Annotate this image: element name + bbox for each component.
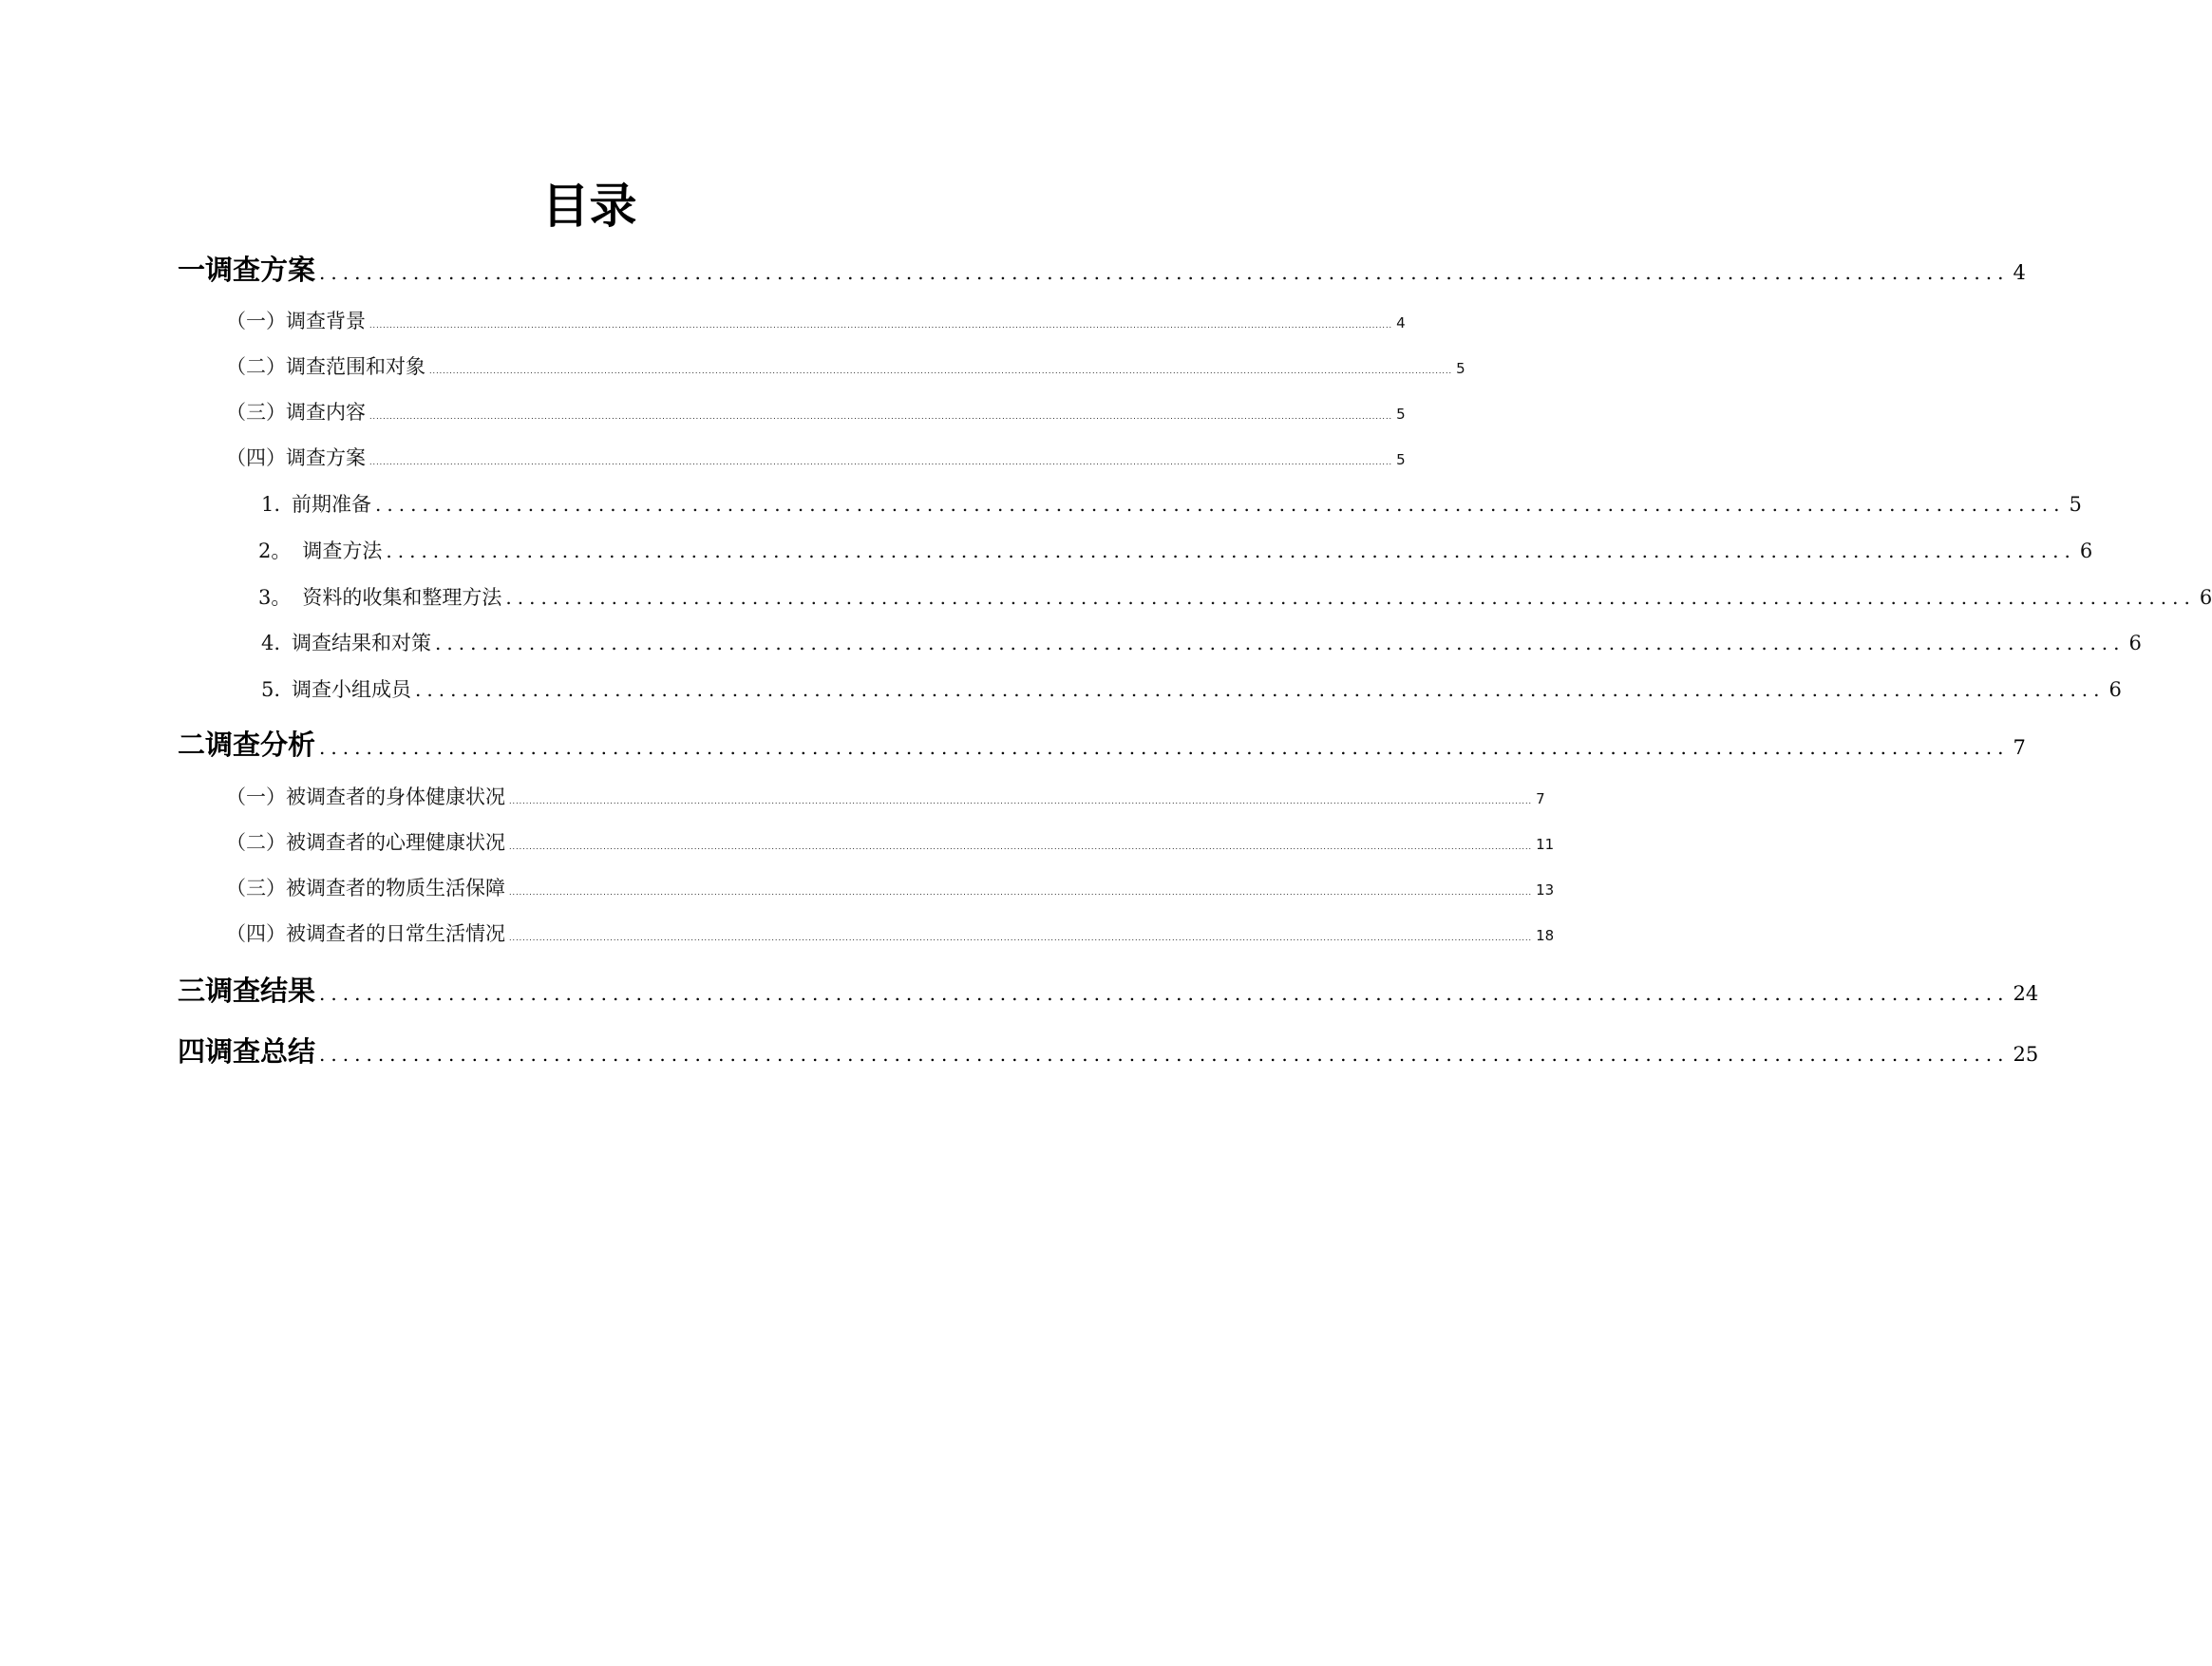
toc-page-number: 5 xyxy=(1396,406,1406,423)
toc-leader: ................................................................................................................................................ xyxy=(375,493,2066,516)
toc-entry[interactable] xyxy=(226,827,1555,856)
toc-entry[interactable] xyxy=(226,782,1545,810)
toc-page-number: 5 xyxy=(1396,451,1406,468)
toc-page-number: 18 xyxy=(1536,927,1555,944)
toc-leader: ................................................................................................................................................ xyxy=(319,1043,2010,1066)
toc-entry-number: 四 xyxy=(178,1035,206,1068)
toc-page-number: 6 xyxy=(2128,632,2142,654)
toc-entry-label: 调查分析 xyxy=(205,729,316,761)
page-title: 目录 xyxy=(541,178,637,234)
toc-entry[interactable] xyxy=(261,628,2142,656)
toc-leader: ................................................................................................................................................................................................................................................................................................................ xyxy=(369,412,1393,421)
toc-leader: ................................................................................................................................................................................................................................................................................................................ xyxy=(509,888,1533,897)
toc-page-number: 4 xyxy=(1396,314,1406,331)
toc-entry[interactable] xyxy=(178,249,2026,288)
toc-page-number: 6 xyxy=(2108,678,2122,701)
toc-entry-label: （三）被调查者的物质生活保障 xyxy=(226,877,505,899)
toc-entry-label: 调查结果 xyxy=(205,975,316,1007)
toc-entry[interactable] xyxy=(178,724,2026,763)
toc-leader: ................................................................................................................................................ xyxy=(319,261,2010,284)
toc-entry-label: 调查方案 xyxy=(205,254,316,286)
toc-entry-number: 2。 xyxy=(258,540,292,562)
toc-entry-label: 调查总结 xyxy=(205,1035,316,1068)
toc-leader: ................................................................................................................................................ xyxy=(415,678,2106,701)
toc-entry[interactable] xyxy=(226,306,1406,334)
toc-page-number: 5 xyxy=(1456,360,1465,377)
toc-leader: ................................................................................................................................................................................................................................................................................................................ xyxy=(509,797,1533,805)
toc-page-number: 7 xyxy=(2013,736,2026,759)
toc-entry[interactable] xyxy=(226,443,1406,471)
toc-entry-label: （四）被调查者的日常生活情况 xyxy=(226,922,505,945)
toc-page-number: 4 xyxy=(2013,261,2026,284)
toc-entry-label: （三）调查内容 xyxy=(226,401,366,424)
toc-entry-label: 前期准备 xyxy=(292,493,372,516)
toc-entry-label: （四）调查方案 xyxy=(226,446,366,469)
toc-page-number: 25 xyxy=(2013,1043,2039,1066)
toc-leader: ................................................................................................................................................ xyxy=(386,540,2076,562)
toc-entry-number: 二 xyxy=(178,729,206,761)
toc-page-number: 7 xyxy=(1536,790,1545,807)
toc-page-number: 11 xyxy=(1536,836,1555,853)
toc-leader: ................................................................................................................................................................................................................................................................................................................ xyxy=(509,842,1533,851)
toc-entry-number: 三 xyxy=(178,975,206,1007)
toc-page-number: 6 xyxy=(2199,586,2212,609)
toc-entry-number: 5. xyxy=(261,678,281,701)
toc-entry-label: （一）调查背景 xyxy=(226,310,366,332)
toc-page-number: 5 xyxy=(2069,493,2082,516)
toc-page-number: 13 xyxy=(1536,881,1555,899)
toc-entry-label: 调查小组成员 xyxy=(292,678,412,701)
toc-entry[interactable] xyxy=(178,970,2039,1009)
toc-entry-label: （一）被调查者的身体健康状况 xyxy=(226,786,505,808)
toc-leader: ................................................................................................................................................ xyxy=(319,736,2010,759)
toc-entry[interactable] xyxy=(178,1031,2039,1070)
toc-leader: ................................................................................................................................................................................................................................................................................................................ xyxy=(369,458,1393,466)
toc-entry-label: 调查结果和对策 xyxy=(292,632,432,654)
toc-leader: ................................................................................................................................................................................................................................................................................................................ xyxy=(369,321,1393,330)
toc-entry-number: 3。 xyxy=(258,586,292,609)
toc-entry[interactable] xyxy=(226,918,1555,947)
toc-entry[interactable] xyxy=(226,397,1406,426)
toc-leader: ................................................................................................................................................................................................................................................................................................................ xyxy=(429,367,1453,375)
toc-entry[interactable] xyxy=(258,536,2093,564)
toc-entry[interactable] xyxy=(261,674,2122,703)
toc-entry-number: 4. xyxy=(261,632,281,654)
toc-entry-label: 调查方法 xyxy=(302,540,383,562)
toc-leader: ................................................................................................................................................ xyxy=(435,632,2126,654)
toc-leader: ................................................................................................................................................ xyxy=(319,982,2010,1005)
toc-page-number: 6 xyxy=(2079,540,2093,562)
toc-leader: ................................................................................................................................................ xyxy=(505,586,2196,609)
toc-entry[interactable] xyxy=(226,351,1465,380)
toc-leader: ................................................................................................................................................................................................................................................................................................................ xyxy=(509,934,1533,942)
toc-entry-label: （二）调查范围和对象 xyxy=(226,355,425,378)
toc-entry[interactable] xyxy=(258,582,2212,611)
toc-entry-label: 资料的收集和整理方法 xyxy=(302,586,502,609)
toc-entry-label: （二）被调查者的心理健康状况 xyxy=(226,831,505,854)
toc-page-number: 24 xyxy=(2013,982,2039,1005)
toc-entry-number: 1. xyxy=(261,493,281,516)
toc-entry[interactable] xyxy=(226,873,1555,901)
toc-entry[interactable] xyxy=(261,489,2082,518)
toc-entry-number: 一 xyxy=(178,254,206,286)
